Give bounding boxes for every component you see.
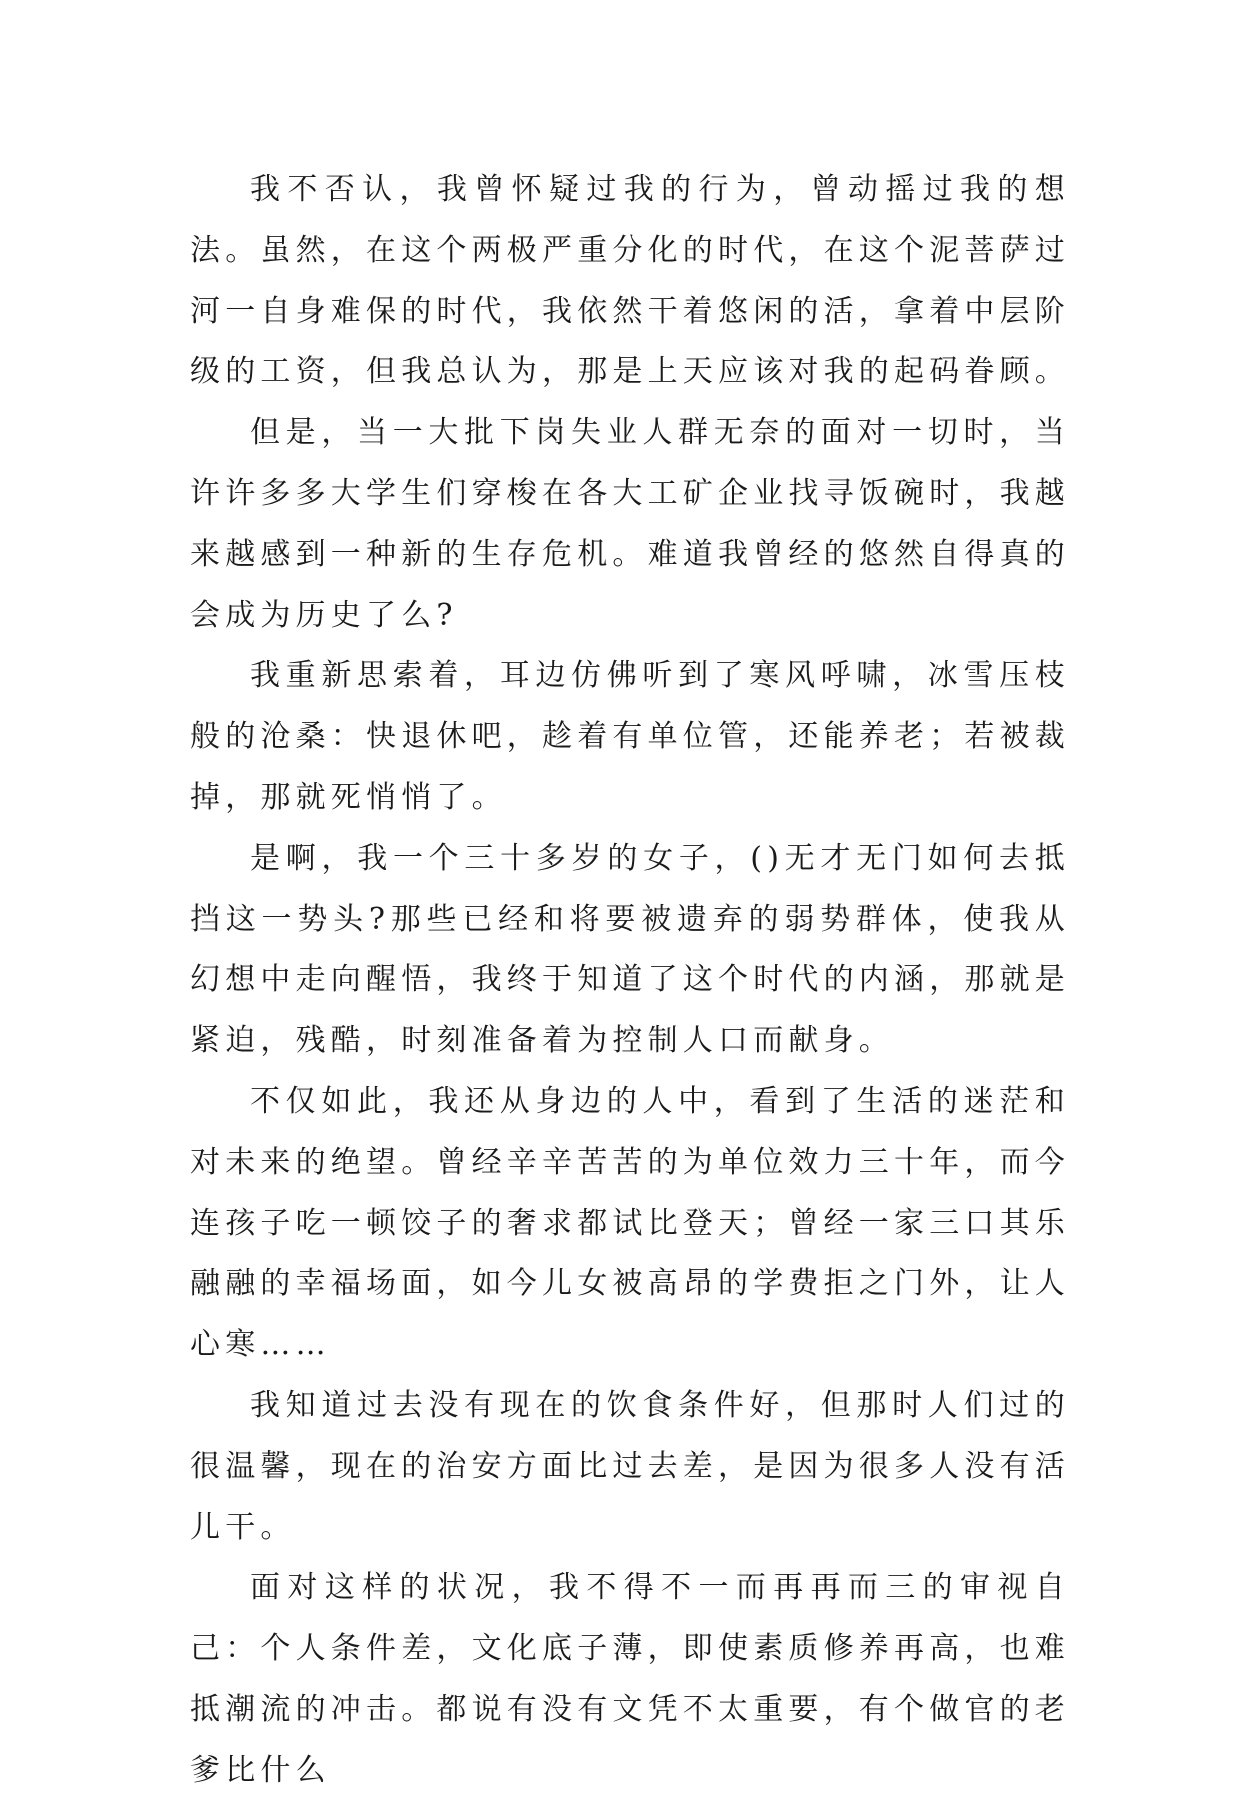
paragraph: 我重新思索着，耳边仿佛听到了寒风呼啸，冰雪压枝般的沧桑：快退休吧，趁着有单位管，还能养老；若被裁掉，那就死悄悄了。 xyxy=(190,658,1070,815)
paragraph: 是啊，我一个三十多岁的女子，()无才无门如何去抵挡这一势头?那些已经和将要被遗弃的弱势群体，使我从幻想中走向醒悟，我终于知道了这个时代的内涵，那就是紧迫，残酷，时刻准备着为控制人口而献身。 xyxy=(190,840,1070,1059)
paragraph: 我知道过去没有现在的饮食条件好，但那时人们过的很温馨，现在的治安方面比过去差，是因为很多人没有活儿干。 xyxy=(190,1387,1070,1545)
paragraph: 但是，当一大批下岗失业人群无奈的面对一切时，当许许多多大学生们穿梭在各大工矿企业找寻饭碗时，我越来越感到一种新的生存危机。难道我曾经的悠然自得真的会成为历史了么? xyxy=(190,415,1070,633)
paragraph: 我不否认，我曾怀疑过我的行为，曾动摇过我的想法。虽然，在这个两极严重分化的时代，在这个泥菩萨过河一自身难保的时代，我依然干着悠闲的活，拿着中层阶级的工资，但我总认为，那是上天应该对我的起码眷顾。 xyxy=(190,172,1070,390)
paragraph: 面对这样的状况，我不得不一而再再而三的审视自己：个人条件差，文化底子薄，即使素质修养再高，也难抵潮流的冲击。都说有没有文凭不太重要，有个做官的老爹比什么 xyxy=(190,1570,1070,1788)
paragraph: 不仅如此，我还从身边的人中，看到了生活的迷茫和对未来的绝望。曾经辛辛苦苦的为单位效力三十年，而今连孩子吃一顿饺子的奢求都试比登天；曾经一家三口其乐融融的幸福场面，如今儿女被高昂的学费拒之门外，让人心寒…… xyxy=(190,1083,1070,1363)
document-body xyxy=(190,160,1070,1802)
